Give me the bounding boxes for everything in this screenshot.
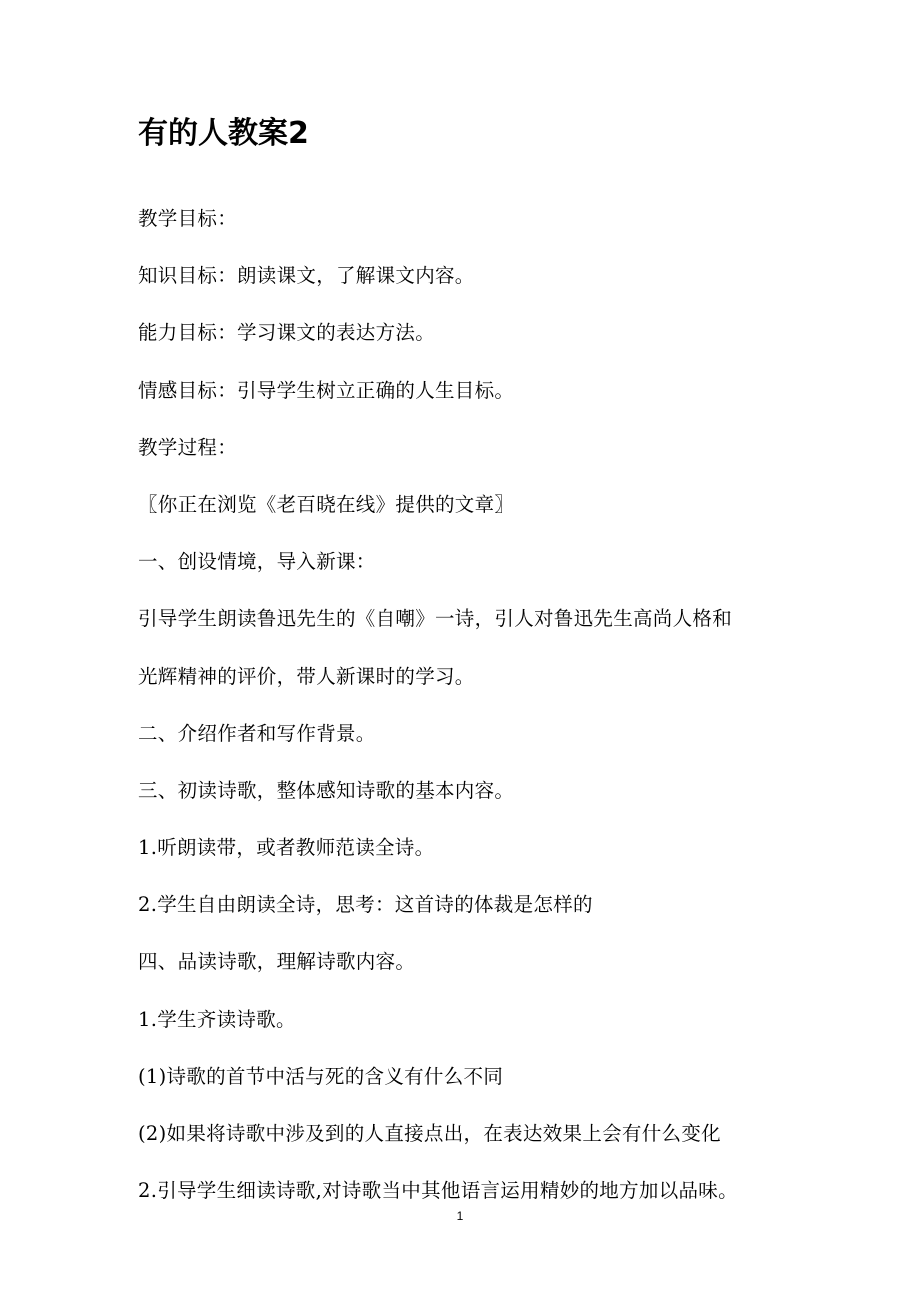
paragraph-line: 1.听朗读带，或者教师范读全诗。 [138,836,435,860]
paragraph-line: 知识目标：朗读课文，了解课文内容。 [138,264,475,288]
page-number: 1 [456,1209,464,1223]
paragraph-line: (2)如果将诗歌中涉及到的人直接点出，在表达效果上会有什么变化 [138,1122,721,1145]
paragraph-line: 2.学生自由朗读全诗，思考：这首诗的体裁是怎样的 [138,893,593,917]
paragraph-line: 1.学生齐读诗歌。 [138,1007,296,1031]
document-body [138,190,788,1219]
paragraph-line: 四、品读诗歌，理解诗歌内容。 [138,950,416,974]
paragraph-line: 2.引导学生细读诗歌,对诗歌当中其他语言运用精妙的地方加以品味。 [138,1179,738,1203]
paragraph-line: 光辉精神的评价，带人新课时的学习。 [138,664,475,688]
paragraph-line: 教学目标： [138,207,238,230]
document-title: 有的人教案2 [138,116,309,151]
paragraph-line: (1)诗歌的首节中活与死的含义有什么不同 [138,1064,504,1088]
paragraph-line: 一、创设情境，导入新课： [138,550,376,574]
paragraph-line: 引导学生朗读鲁迅先生的《自嘲》一诗，引人对鲁迅先生高尚人格和 [138,607,733,631]
paragraph-line: 能力目标：学习课文的表达方法。 [138,321,436,345]
paragraph-line: 教学过程： [138,435,238,459]
paragraph-line: 情感目标：引导学生树立正确的人生目标。 [138,378,515,402]
paragraph-line: 三、初读诗歌，整体感知诗歌的基本内容。 [138,778,515,802]
paragraph-line: 〖你正在浏览《老百晓在线》提供的文章〗 [138,492,515,516]
paragraph-line: 二、介绍作者和写作背景。 [138,721,376,745]
